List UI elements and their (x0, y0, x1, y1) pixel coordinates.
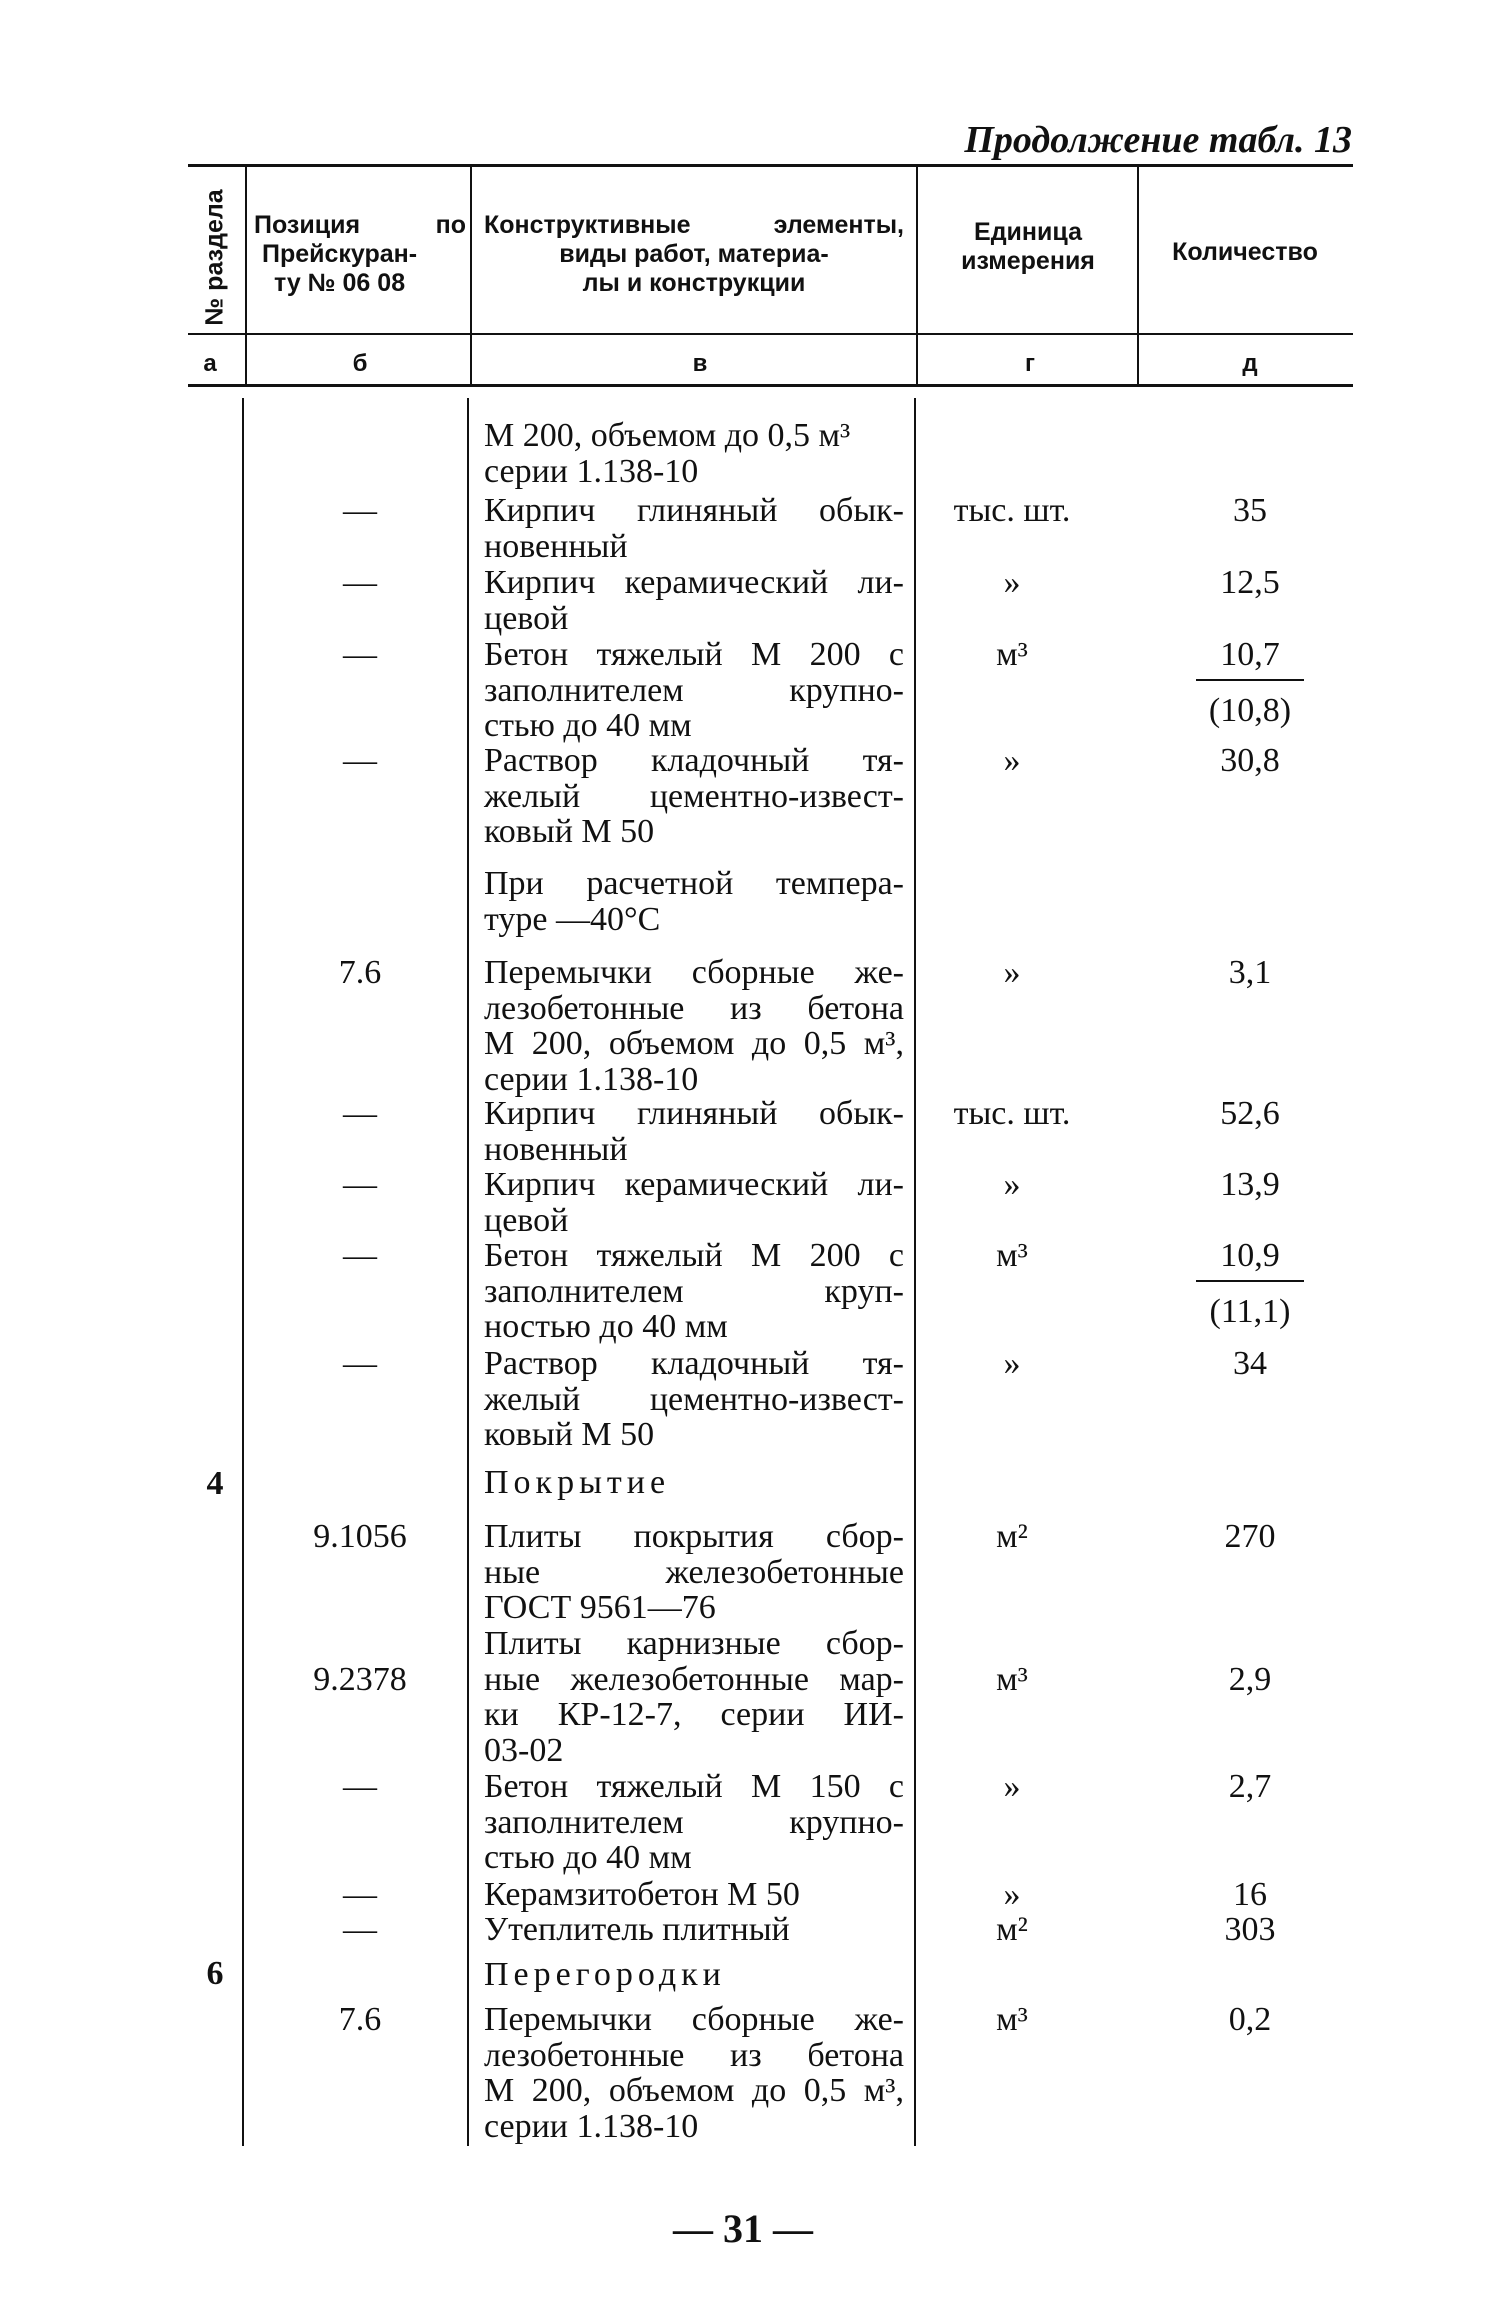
table-row-desc: Бетон тяжелый М 150 с заполнителем крупно- стью до 40 мм (484, 1768, 904, 1876)
table-top-rule (188, 164, 1353, 167)
table-row-quantity: 270 (1224, 1518, 1276, 1555)
header-quantity: Количество (1172, 238, 1318, 266)
page-number: — 31 — (673, 2206, 813, 2251)
table-row-unit: » (1003, 1166, 1021, 1203)
table-row-unit: м² (996, 1518, 1028, 1555)
table-row-desc: Плиты покрытия сбор- ные железобетонные ГОСТ 9561—76 (484, 1518, 904, 1626)
body-sep-3 (914, 398, 916, 2146)
col-letter-d: г (1025, 350, 1035, 377)
table-row-position: 9.1056 (313, 1518, 407, 1555)
table-row-position: — (343, 1345, 377, 1382)
table-row-unit: м³ (996, 2001, 1028, 2038)
body-sep-1 (242, 398, 244, 2146)
table-row-unit: тыс. шт. (953, 1095, 1071, 1132)
table-row-desc: Раствор кладочный тя- желый цементно-извест- ковый М 50 (484, 742, 904, 850)
header-sep-3 (916, 166, 918, 384)
table-row-position: — (343, 742, 377, 779)
table-row-desc: Раствор кладочный тя- желый цементно-извест- ковый М 50 (484, 1345, 904, 1453)
header-bottom-rule (188, 333, 1353, 335)
table-row-position: — (343, 492, 377, 529)
table-row-position: 7.6 (338, 954, 382, 991)
table-row-quantity-fraction: 10,9 (11,1) (1140, 1238, 1360, 1330)
letters-bottom-rule (188, 384, 1353, 387)
section-number: 4 (206, 1465, 224, 1502)
table-row-position: — (343, 1237, 377, 1274)
table-row-position: — (343, 1095, 377, 1132)
section-title: Покрытие (484, 1464, 671, 1501)
table-row-desc: Бетон тяжелый М 200 с заполнителем круп- ностью до 40 мм (484, 1237, 904, 1345)
table-row-unit: » (1003, 1876, 1021, 1913)
table-row-quantity: 52,6 (1220, 1095, 1280, 1132)
table-row-unit: м² (996, 1911, 1028, 1948)
table-row-desc: Перемычки сборные же- лезобетонные из бетона М 200, объемом до 0,5 м³, серии 1.138-10 (484, 954, 904, 1098)
table-row-quantity: 2,7 (1228, 1768, 1272, 1805)
table-row-position: 7.6 (338, 2001, 382, 2038)
table-row-desc: Керамзитобетон М 50 (484, 1876, 800, 1913)
table-row-quantity: 2,9 (1228, 1661, 1272, 1698)
table-row-position: — (343, 636, 377, 673)
table-row-unit: тыс. шт. (953, 492, 1071, 529)
table-row-desc: Кирпич керамический ли- цевой (484, 564, 904, 637)
table-row-position: 9.2378 (313, 1661, 407, 1698)
table-row-quantity: 303 (1224, 1911, 1276, 1948)
table-row-quantity-fraction: 10,7 (10,8) (1140, 637, 1360, 729)
table-row-desc: Кирпич керамический ли- цевой (484, 1166, 904, 1239)
table-row-quantity: 12,5 (1220, 564, 1280, 601)
table-row-unit: м³ (996, 1661, 1028, 1698)
col-letter-c: в (692, 350, 708, 377)
table-row-quantity: 0,2 (1228, 2001, 1272, 2038)
table-row-quantity: 16 (1233, 1876, 1267, 1913)
fraction-bar (1196, 1280, 1304, 1282)
header-position: Позиция по Прейскуран- ту № 06 08 (254, 211, 466, 297)
table-row-desc: Плиты карнизные сбор- ные железобетонные мар- ки КР-12-7, серии ИИ- 03-02 (484, 1625, 904, 1769)
table-row-desc: Кирпич глиняный обык- новенный (484, 1095, 904, 1168)
header-elements: Конструктивные элементы, виды работ, материа- лы и конструкции (484, 211, 904, 297)
col-letter-a: а (203, 350, 217, 377)
table-row-quantity: 13,9 (1220, 1166, 1280, 1203)
table-row-quantity: 35 (1233, 492, 1267, 529)
table-row-position: — (343, 1911, 377, 1948)
header-sep-1 (245, 166, 247, 384)
table-row-desc: При расчетной темпера- туре —40°С (484, 865, 904, 938)
header-sep-2 (470, 166, 472, 384)
header-section-number: № раздела (200, 188, 229, 326)
body-sep-2 (467, 398, 469, 2146)
section-title: Перегородки (484, 1956, 726, 1993)
table-row-unit: м³ (996, 1237, 1028, 1274)
table-row-unit: » (1003, 1768, 1021, 1805)
table-row-desc: Перемычки сборные же- лезобетонные из бетона М 200, объемом до 0,5 м³, серии 1.138-10 (484, 2001, 904, 2145)
table-row-unit: » (1003, 564, 1021, 601)
table-row-desc: Утеплитель плитный (484, 1911, 790, 1948)
table-row-unit: » (1003, 1345, 1021, 1382)
fraction-bar (1196, 679, 1304, 681)
table-row-unit: » (1003, 742, 1021, 779)
table-row-position: — (343, 564, 377, 601)
header-unit: Единица измерения (961, 218, 1095, 275)
section-number: 6 (206, 1955, 224, 1992)
header-sep-4 (1137, 166, 1139, 384)
col-letter-e: д (1242, 350, 1258, 377)
col-letter-b: б (352, 350, 368, 377)
table-row-position: — (343, 1768, 377, 1805)
table-row-quantity: 3,1 (1228, 954, 1272, 991)
table-row-quantity: 30,8 (1220, 742, 1280, 779)
table-caption: Продолжение табл. 13 (964, 119, 1352, 161)
table-row-position: — (343, 1166, 377, 1203)
table-row-desc: Кирпич глиняный обык- новенный (484, 492, 904, 565)
table-row-desc: М 200, объемом до 0,5 м³ серии 1.138-10 (484, 417, 851, 490)
table-row-position: — (343, 1876, 377, 1913)
table-row-unit: м³ (996, 636, 1028, 673)
table-row-quantity: 34 (1233, 1345, 1267, 1382)
table-row-desc: Бетон тяжелый М 200 с заполнителем крупно- стью до 40 мм (484, 636, 904, 744)
table-row-unit: » (1003, 954, 1021, 991)
